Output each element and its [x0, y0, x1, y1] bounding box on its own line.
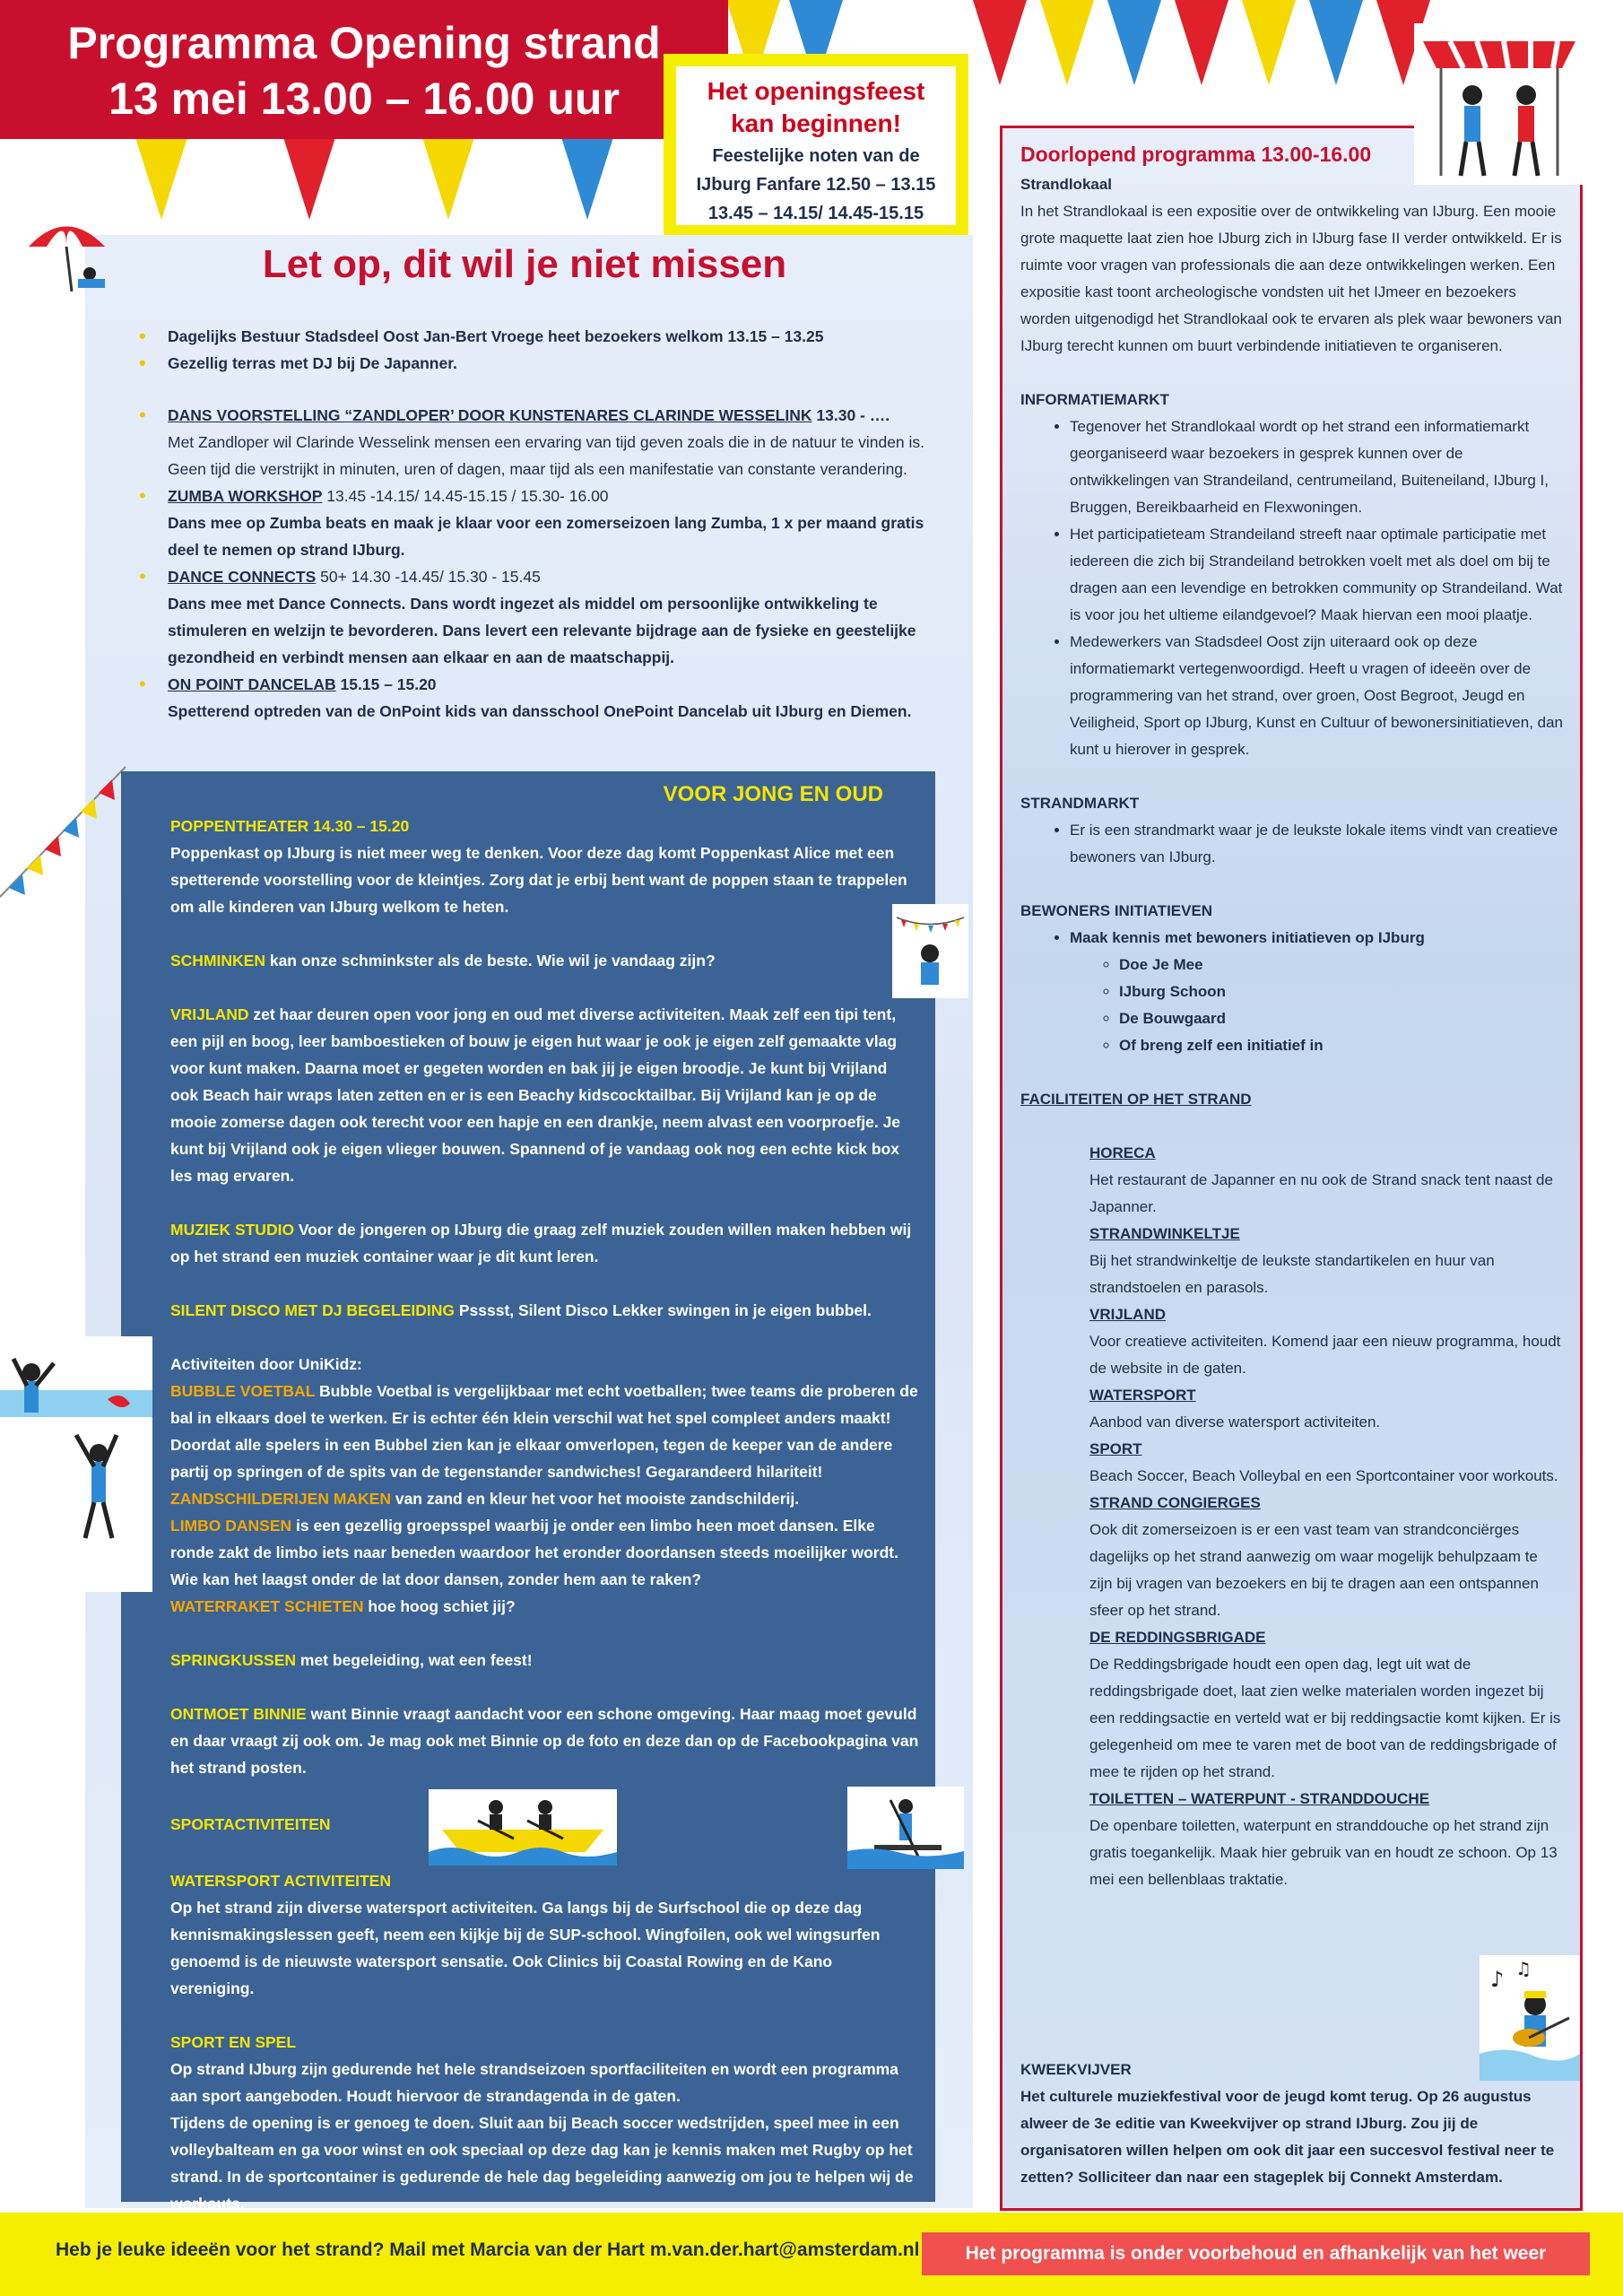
limbo-item: [170, 1512, 919, 1593]
list-item: ◦ De Bouwgaard: [1119, 1005, 1563, 1032]
doorlopend-title: Doorlopend programma 13.00-16.00: [1020, 143, 1372, 166]
facility-title: WATERSPORT: [1089, 1387, 1196, 1404]
opening-callout: [664, 54, 968, 238]
opening-heading-line2: kan beginnen!: [731, 109, 901, 137]
flag: [973, 0, 1027, 85]
vrijland-title: VRIJLAND: [170, 1005, 249, 1023]
svg-text:♪: ♪: [1490, 1967, 1505, 1992]
schminken-item: [170, 947, 919, 974]
list-item: • Tegenover het Strandlokaal wordt op het strand een informatiemarkt georganiseerd waar bezoekers in gesprek kunnen over de ontwikkelingen van Strandeiland, centrumeiland, Buiteneiland, IJburg I, Bruggen, Bereikbaarheid en Flexwoningen.: [1070, 413, 1563, 521]
springkussen-title: SPRINGKUSSEN: [170, 1651, 297, 1669]
list-item: • Gezellig terras met DJ bij De Japanner.: [139, 350, 946, 377]
facility-desc: Voor creatieve activiteiten. Komend jaar een nieuw programma, houdt de website in de gaten.: [1089, 1333, 1561, 1377]
watersport-desc: Op het strand zijn diverse watersport activiteiten. Ga langs bij de Surfschool die op deze dag kennismakingslessen geeft, neem een kijkje bij de SUP-school. Wingfoilen, ook wel wingsurfen genoemd is de nieuwste watersport sensatie. Ook Clinics bij Coastal Rowing en de Kano vereniging.: [170, 1899, 881, 1997]
guitar-player-icon: [1480, 1955, 1580, 2081]
dance-connects-desc: Dans mee met Dance Connects. Dans wordt ingezet als middel om persoonlijke ontwikkeling te stimuleren en welzijn te bevorderen. Dans levert een relevante bijdrage aan de fysieke en geestelijke gezondheid en verbindt mensen aan elkaar en aan de maatschappij.: [168, 595, 916, 666]
sport-spel-desc2: Tijdens de opening is er genoeg te doen. Sluit aan bij Beach soccer wedstrijden, speel mee in een volleybalteam en ga voor winst en ook speciaal op deze dag kan je kennis maken met Rugby op het strand. In de sportcontainer is gedurende de hele dag begeleiding aanwezig om jou te helpen wij de workouts.: [170, 2114, 914, 2213]
muziek-desc: Voor de jongeren op IJburg die graag zelf muziek zouden willen maken hebben wij op het strand een muziek container waar je dit kunt leren.: [170, 1221, 912, 1265]
list-item: ◦ Doe Je Mee: [1119, 952, 1563, 978]
faciliteiten-list: [1020, 1140, 1563, 1893]
dancers-icon: [0, 1336, 152, 1592]
svg-text:♫: ♫: [1515, 1958, 1532, 1979]
waterraket-title: WATERRAKET SCHIETEN: [170, 1597, 364, 1615]
flag: [1107, 0, 1161, 85]
silent-disco-title: SILENT DISCO MET DJ BEGELEIDING: [170, 1301, 455, 1319]
sport-spel-title: SPORT EN SPEL: [170, 2033, 297, 2051]
flag: [1040, 0, 1094, 85]
sup-paddler-icon: [847, 1787, 964, 1869]
opening-heading-line1: Het openingsfeest: [707, 77, 925, 105]
page-date: 13 mei 13.00 – 16.00 uur: [108, 74, 620, 124]
page-title: Programma Opening strand: [67, 18, 661, 68]
footer-bar: [0, 2213, 1623, 2296]
facility-desc: Het restaurant de Japanner en nu ook de Strand snack tent naast de Japanner.: [1089, 1171, 1553, 1215]
list-item: [139, 563, 946, 671]
bewoners-title: BEWONERS INITIATIEVEN: [1020, 902, 1213, 919]
waterraket-item: [170, 1593, 919, 1620]
vrijland-item: [170, 1001, 919, 1189]
springkussen-desc: met begeleiding, wat een feest!: [296, 1651, 533, 1669]
bubble-title: BUBBLE VOETBAL: [170, 1382, 316, 1400]
onpoint-time: 15.15 – 15.20: [335, 675, 437, 693]
facility-desc: De Reddingsbrigade houdt een open dag, legt uit wat de reddingsbrigade doet, laat zien welke materialen worden ingezet bij een reddingsactie en verteld wat er bij reddingsactie komt kijken. Er is gelegenheid om mee te varen met de boot van de reddingsbrigade of mee te rijden op het strand.: [1089, 1656, 1561, 1780]
bewoners-sublist: [1070, 952, 1563, 1059]
list-item: [139, 671, 946, 725]
vrijland-desc: zet haar deuren open voor jong en oud met diverse activiteiten. Maak zelf een tipi tent, een pijl en boog, leer bamboestieken of bouw je eigen hut waar je ook je eigen zelf gemaakte vlag voor kunt maken. Daarna moet er gegeten worden en bak jij je eigen broodje. Je kunt bij Vrijland ook Beach hair wraps laten zetten en er is een Beachy kidscocktailbar. Bij Vrijland kan je op de mooie zomerse dagen ook terecht voor een hapje en een drankje, neem alvast een voorproefje. Je kunt bij Vrijland ook je eigen vlieger bouwen. Spannend of je vandaag ook nog een echte kick box les mag ervaren.: [170, 1005, 901, 1185]
facility-title: STRAND CONGIERGES: [1089, 1494, 1261, 1511]
bunting-icon: [0, 762, 135, 906]
flag: [560, 135, 614, 220]
list-item: • Dagelijks Bestuur Stadsdeel Oost Jan-Bert Vroege heet bezoekers welkom 13.15 – 13.25: [139, 323, 946, 350]
facility-title: TOILETTEN – WATERPUNT - STRANDDOUCHE: [1089, 1790, 1430, 1807]
jong-en-oud-panel: [121, 771, 935, 2213]
springkussen-item: [170, 1647, 919, 1674]
facility-desc: Ook dit zomerseizoen is er een vast team van strandconciërges dagelijks op het strand aanwezig om waar mogelijk behulpzaam te zijn bij vragen van bezoekers en bij te dragen aan een ontspannen sfeer op het strand.: [1089, 1521, 1539, 1619]
flag: [135, 135, 188, 220]
bubble-desc: Bubble Voetbal is vergelijkbaar met echt voetballen; twee teams die proberen de bal in elkaars doel te werken. Er is echter één klein verschil wat het spel compleet anders maakt! Doordat alle spelers in een Bubbel zien kan je elkaar omverlopen, tegen de keeper van de andere partij op springen of de spits van de tegenstander sandwiches! Gegarandeerd hilariteit!: [170, 1382, 918, 1481]
list-item: [1070, 925, 1563, 1059]
kweekvijver-title: KWEEKVIJVER: [1020, 2061, 1132, 2078]
list-item: [139, 402, 946, 483]
unikidz-label: Activiteiten door UniKidz:: [170, 1355, 362, 1373]
poppentheater-title: POPPENTHEATER 14.30 – 15.20: [170, 817, 410, 835]
page-title-banner: [0, 0, 728, 139]
zumba-time: 13.45 -14.15/ 14.45-15.15 / 15.30- 16.00: [322, 487, 609, 505]
informatiemarkt-list: [1020, 413, 1563, 763]
right-panel: [1000, 126, 1583, 2211]
facility-desc: Aanbod van diverse watersport activiteiten.: [1089, 1413, 1381, 1431]
fanfare-line2: IJburg Fanfare 12.50 – 13.15: [696, 175, 936, 195]
zumba-title: ZUMBA WORKSHOP: [168, 487, 323, 505]
muziek-item: [170, 1216, 919, 1270]
silent-disco-item: [170, 1297, 919, 1324]
flag: [1309, 0, 1363, 85]
sportactiviteiten-title: SPORTACTIVITEITEN: [170, 1815, 331, 1833]
opening-heading: [676, 66, 956, 140]
facility-title: HORECA: [1089, 1144, 1156, 1161]
limbo-title: LIMBO DANSEN: [170, 1517, 292, 1535]
dance-connects-title: DANCE CONNECTS: [168, 568, 317, 586]
binnie-title: ONTMOET BINNIE: [170, 1705, 307, 1723]
watersport-title: WATERSPORT ACTIVITEITEN: [170, 1872, 391, 1890]
dans-desc: Met Zandloper wil Clarinde Wesselink mensen een ervaring van tijd geven zoals die in de natuur te vinden is. Geen tijd die verstrijkt in minuten, uren of dagen, maar tijd als een manifestatie van constante verandering.: [168, 433, 925, 478]
zand-desc: van zand en kleur het voor het mooiste zandschilderij.: [390, 1490, 800, 1508]
muziek-title: MUZIEK STUDIO: [170, 1221, 295, 1239]
flag: [421, 135, 475, 220]
facility-desc: De openbare toiletten, waterpunt en stranddouche op het strand zijn gratis toegankelijk. Maak hier gebruik van en houdt ze schoon. Op 13 mei een bellenblaas traktatie.: [1089, 1817, 1558, 1888]
kweekvijver-desc: Het culturele muziekfestival voor de jeugd komt terug. Op 26 augustus alweer de 3e editie van Kweekvijver op strand IJburg. Zou jij de organisatoren willen helpen om ook dit jaar een succesvol festival neer te zetten? Solliciteer dan naar een stageplek bij Connekt Amsterdam.: [1020, 2088, 1555, 2186]
strandmarkt-list: [1020, 817, 1563, 871]
list-item: • Het participatieteam Strandeiland streeft naar optimale participatie met iedereen die zich bij Strandeiland betrokken voelt met als doel om bij te dragen aan een levendige en betrokken community op Strandeiland. Wat is voor jou het ultieme eilandgevoel? Maak hiervan een mooi plaatje.: [1070, 521, 1563, 629]
flag: [1175, 0, 1228, 85]
missen-list: [139, 323, 946, 725]
informatiemarkt-title: INFORMATIEMARKT: [1020, 391, 1169, 408]
facility-title: VRIJLAND: [1089, 1306, 1167, 1323]
binnie-desc: want Binnie vraagt aandacht voor een schone omgeving. Haar maag moet gevuld en daar vraagt zij ook om. Je mag ook met Binnie op de foto en deze dan op de Facebookpagina van het strand posten.: [170, 1705, 919, 1777]
zand-title: ZANDSCHILDERIJEN MAKEN: [170, 1490, 391, 1508]
jong-en-oud-title: VOOR JONG EN OUD: [663, 782, 883, 806]
bubble-item: [170, 1378, 919, 1485]
bewoners-item: Maak kennis met bewoners initiatieven op IJburg: [1070, 929, 1425, 946]
facility-title: DE REDDINGSBRIGADE: [1089, 1629, 1266, 1646]
strandlokaal-title: Strandlokaal: [1020, 176, 1113, 193]
list-item: • Er is een strandmarkt waar je de leukste lokale items vindt van creatieve bewoners van IJburg.: [1070, 817, 1563, 871]
market-stand-icon: [1414, 23, 1584, 185]
onpoint-desc: Spetterend optreden van de OnPoint kids van dansschool OnePoint Dancelab uit IJburg en Diemen.: [168, 702, 912, 720]
facility-desc: Beach Soccer, Beach Volleybal en een Sportcontainer voor workouts.: [1089, 1467, 1558, 1484]
strandmarkt-title: STRANDMARKT: [1020, 795, 1140, 812]
dans-title: DANS VOORSTELLING “ZANDLOPER’ DOOR KUNSTENARES CLARINDE WESSELINK: [168, 406, 812, 424]
bewoners-list: [1020, 925, 1563, 1059]
missen-title: Let op, dit wil je niet missen: [262, 242, 787, 286]
list-item: [139, 483, 946, 563]
sport-spel-desc1: Op strand IJburg zijn gedurende het hele strandseizoen sportfaciliteiten en wordt een programma aan sport aangeboden. Houdt hiervoor de strandagenda in de gaten.: [170, 2060, 898, 2105]
rowing-boat-icon: [429, 1789, 617, 1866]
fanfare-line3: 13.45 – 14.15/ 14.45-15.15: [707, 204, 924, 223]
footer-mail-text: Heb je leuke ideeën voor het strand? Mail met Marcia van der Hart m.van.der.hart@amsterdam.nl: [56, 2239, 920, 2260]
limbo-desc: is een gezellig groepsspel waarbij je onder een limbo heen moet dansen. Elke ronde zakt de limbo iets naar beneden waardoor het eronder doordansen steeds moeilijker wordt. Wie kan het laagst onder de lat door dansen, zonder hem aan te raken?: [170, 1517, 898, 1588]
schminken-title: SCHMINKEN: [170, 952, 265, 970]
facility-title: STRANDWINKELTJE: [1089, 1225, 1240, 1242]
poppenkast-icon: [892, 904, 968, 998]
list-item: ◦ Of breng zelf een initiatief in: [1119, 1032, 1563, 1059]
dans-time: 13.30 - ….: [812, 406, 890, 424]
onpoint-title: ON POINT DANCELAB: [168, 675, 336, 693]
list-item: ◦ IJburg Schoon: [1119, 978, 1563, 1005]
schminken-desc: kan onze schminkster als de beste. Wie wil je vandaag zijn?: [265, 952, 716, 970]
silent-disco-desc: Psssst, Silent Disco Lekker swingen in je eigen bubbel.: [454, 1301, 872, 1319]
flag: [282, 135, 336, 220]
faciliteiten-title: FACILITEITEN OP HET STRAND: [1020, 1091, 1252, 1108]
beach-umbrella-icon: [20, 211, 114, 296]
list-item: • Medewerkers van Stadsdeel Oost zijn uiteraard ook op deze informatiemarkt vertegenwoordigd. Heeft u vragen of ideeën over de programmering van het strand, over groen, Oost Begroot, Jeugd en Veiligheid, Sport op IJburg, Kunst en Cultuur of bewonersinitiatieven, dan kunt u hierover in gesprek.: [1070, 629, 1563, 763]
zand-item: [170, 1485, 919, 1512]
dance-connects-time: 50+ 14.30 -14.45/ 15.30 - 15.45: [316, 568, 541, 586]
fanfare-line1: Feestelijke noten van de: [712, 146, 920, 166]
footer-warning-badge: Het programma is onder voorbehoud en afhankelijk van het weer: [922, 2232, 1590, 2275]
facility-title: SPORT: [1089, 1440, 1142, 1457]
facility-desc: Bij het strandwinkeltje de leukste standartikelen en huur van strandstoelen en parasols.: [1089, 1252, 1495, 1296]
opening-fanfare: [676, 142, 956, 228]
flag: [1242, 0, 1296, 85]
poppentheater-desc: Poppenkast op IJburg is niet meer weg te denken. Voor deze dag komt Poppenkast Alice met een spetterende voorstelling voor de kleintjes. Zorg dat je erbij bent want de poppen staan te trappelen om alle kinderen van IJburg welkom te heten.: [170, 844, 907, 916]
strandlokaal-desc: In het Strandlokaal is een expositie over de ontwikkeling van IJburg. Een mooie grote maquette laat zien hoe IJburg zich in IJburg fase II verder ontwikkeld. Er is ruimte voor vragen van professionals die aan deze ontwikkelingen werken. Een expositie kast toont archeologische vondsten uit het IJmeer en bezoekers worden uitgenodigd het Strandlokaal ook te ervaren als plek waar bewoners van IJburg terecht kunnen om buurt verbindende initiatieven te organiseren.: [1020, 203, 1562, 354]
zumba-desc: Dans mee op Zumba beats en maak je klaar voor een zomerseizoen lang Zumba, 1 x per maand gratis deel te nemen op strand IJburg.: [168, 514, 924, 559]
waterraket-desc: hoe hoog schiet jij?: [363, 1597, 516, 1615]
binnie-item: [170, 1700, 919, 1781]
